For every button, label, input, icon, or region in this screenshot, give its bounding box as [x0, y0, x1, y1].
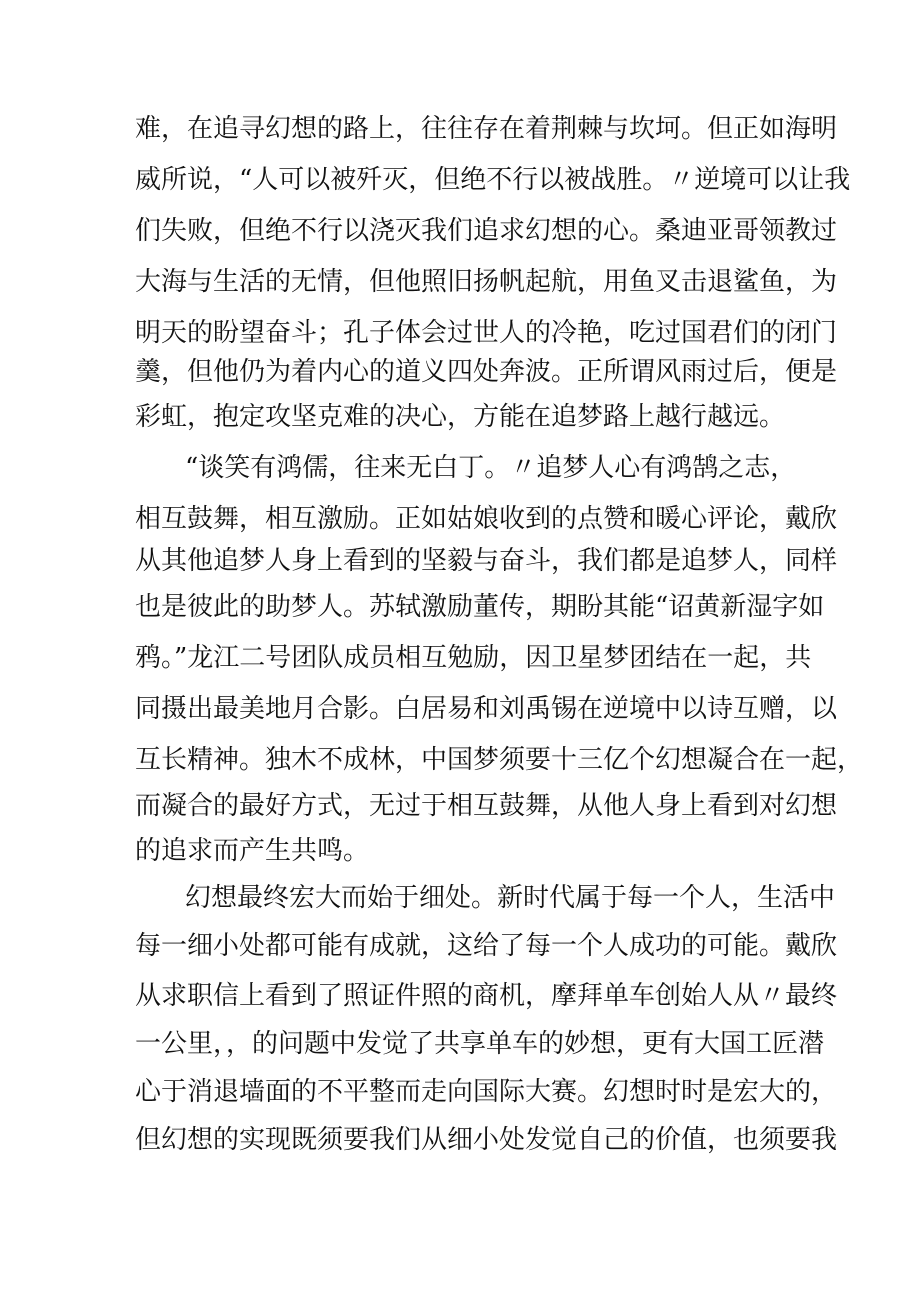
paragraph-2-line-9: 的追求而产生共鸣。 [135, 836, 370, 866]
paragraph-1-line-7: 彩虹，抱定攻坚克难的决心，方能在追梦路上越行越远。 [135, 402, 786, 432]
paragraph-2-line-8: 而凝合的最好方式，无过于相互鼓舞，从他人身上看到对幻想 [135, 791, 838, 821]
paragraph-1-line-4: 大海与生活的无情，但他照旧扬帆起航，用鱼叉击退鲨鱼，为 [135, 267, 838, 297]
paragraph-2-line-4: 也是彼此的助梦人。苏轼激励董传，期盼其能“诏黄新湿字如 [135, 592, 825, 622]
paragraph-3-line-4: 一公里，，的问题中发觉了共享单车的妙想，更有大国工匠潜 [135, 1029, 825, 1059]
paragraph-1-line-5: 明天的盼望奋斗；孔子体会过世人的冷艳，吃过国君们的闭门 [135, 318, 838, 348]
paragraph-3-line-2: 每一细小处都可能有成就，这给了每一个人成功的可能。戴欣 [135, 931, 838, 961]
paragraph-2-line-6: 同摄出最美地月合影。白居易和刘禹锡在逆境中以诗互赠，以 [135, 694, 838, 724]
paragraph-3-line-3: 从求职信上看到了照证件照的商机，摩拜单车创始人从〃最终 [135, 981, 838, 1011]
paragraph-2-line-3: 从其他追梦人身上看到的坚毅与奋斗，我们都是追梦人，同样 [135, 546, 838, 576]
paragraph-2-line-5: 鸦。”龙江二号团队成员相互勉励，因卫星梦团结在一起，共 [135, 643, 812, 673]
paragraph-1-line-3: 们失败，但绝不行以浇灭我们追求幻想的心。桑迪亚哥领教过 [135, 216, 838, 246]
paragraph-2-line-1: “谈笑有鸿儒，往来无白丁。〃追梦人心有鸿鹄之志， [185, 453, 797, 483]
paragraph-2-line-2: 相互鼓舞，相互激励。正如姑娘收到的点赞和暖心评论，戴欣 [135, 504, 838, 534]
paragraph-1-line-1: 难，在追寻幻想的路上，往往存在着荆棘与坎坷。但正如海明 [135, 114, 838, 144]
paragraph-1-line-2: 威所说，“人可以被歼灭，但绝不行以被战胜。〃逆境可以让我 [135, 165, 851, 195]
paragraph-1-line-6: 羹，但他仍为着内心的道义四处奔波。正所谓风雨过后，便是 [135, 357, 838, 387]
paragraph-3-line-1: 幻想最终宏大而始于细处。新时代属于每一个人，生活中 [185, 883, 836, 913]
paragraph-3-line-5: 心于消退墙面的不平整而走向国际大赛。幻想时时是宏大的， [135, 1077, 838, 1107]
paragraph-3-line-6: 但幻想的实现既须要我们从细小处发觉自己的价值，也须要我 [135, 1125, 838, 1155]
paragraph-2-line-7: 互长精神。独木不成林，中国梦须要十三亿个幻想凝合在一起， [135, 745, 864, 775]
